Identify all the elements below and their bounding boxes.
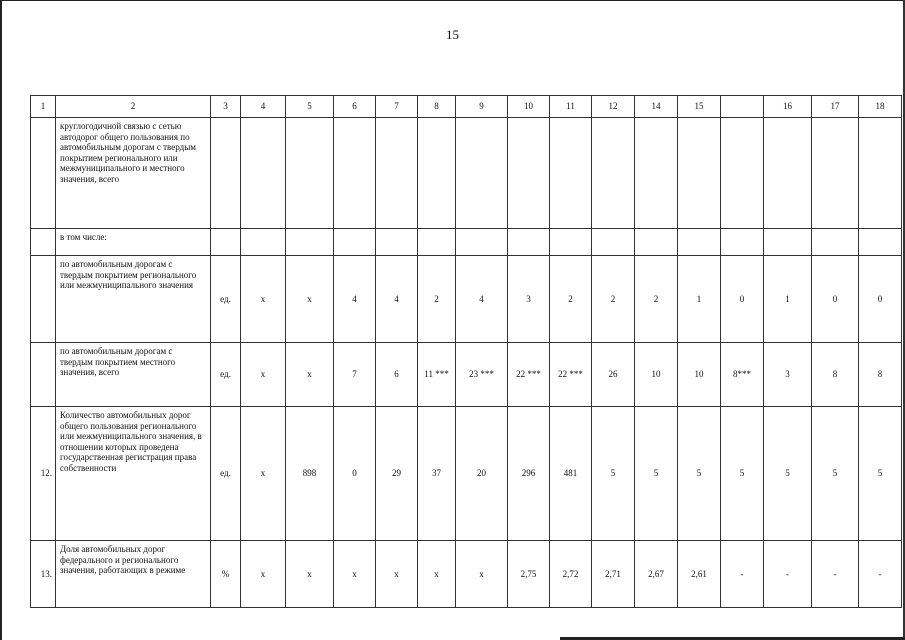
row-number-cell xyxy=(31,229,56,256)
header-cell: 7 xyxy=(376,96,418,118)
value-cell xyxy=(418,229,456,256)
value-cell: 8 xyxy=(812,343,859,407)
row-number-cell xyxy=(31,256,56,343)
value-cell: х xyxy=(286,541,334,608)
header-cell: 15 xyxy=(678,96,721,118)
header-cell: 12 xyxy=(592,96,635,118)
value-cell xyxy=(508,118,550,229)
header-cell: 3 xyxy=(211,96,241,118)
value-cell: 2,61 xyxy=(678,541,721,608)
scan-edge-top xyxy=(0,0,905,1)
row-number-cell xyxy=(31,118,56,229)
value-cell: х xyxy=(241,343,286,407)
value-cell: 0 xyxy=(812,256,859,343)
value-cell: х xyxy=(418,541,456,608)
page-number: 15 xyxy=(446,27,459,42)
value-cell: х xyxy=(376,541,418,608)
value-cell: 10 xyxy=(635,343,678,407)
value-cell: 2,71 xyxy=(592,541,635,608)
header-cell: 10 xyxy=(508,96,550,118)
value-cell: 5 xyxy=(764,407,812,541)
value-cell: 2,67 xyxy=(635,541,678,608)
indicator-name-cell: круглогодичной связью с сетью автодорог общего пользования по автомобильным дорогам с твердым покрытием регионального или межмуниципального и местного значения, всего xyxy=(56,118,211,229)
value-cell: 1 xyxy=(678,256,721,343)
value-cell: 481 xyxy=(550,407,592,541)
value-cell: 22 *** xyxy=(550,343,592,407)
value-cell: 6 xyxy=(376,343,418,407)
value-cell: 7 xyxy=(334,343,376,407)
value-cell: 296 xyxy=(508,407,550,541)
value-cell xyxy=(859,229,902,256)
value-cell: - xyxy=(721,541,764,608)
value-cell: 4 xyxy=(334,256,376,343)
value-cell: 2,75 xyxy=(508,541,550,608)
value-cell: 23 *** xyxy=(456,343,508,407)
unit-cell xyxy=(211,229,241,256)
indicator-name-cell: Доля автомобильных дорог федерального и регионального значения, работающих в режиме xyxy=(56,541,211,608)
table-header-row xyxy=(31,96,902,118)
value-cell: 2 xyxy=(418,256,456,343)
value-cell: 3 xyxy=(764,343,812,407)
value-cell: 37 xyxy=(418,407,456,541)
value-cell: - xyxy=(764,541,812,608)
value-cell xyxy=(592,229,635,256)
value-cell xyxy=(678,229,721,256)
table-row xyxy=(31,256,902,343)
value-cell: х xyxy=(241,407,286,541)
value-cell: - xyxy=(859,541,902,608)
value-cell xyxy=(592,118,635,229)
value-cell xyxy=(721,229,764,256)
value-cell xyxy=(859,118,902,229)
row-number-cell: 13. xyxy=(31,541,56,608)
header-cell: 18 xyxy=(859,96,902,118)
header-cell xyxy=(721,96,764,118)
value-cell: 1 xyxy=(764,256,812,343)
unit-cell xyxy=(211,118,241,229)
value-cell xyxy=(334,118,376,229)
value-cell: 2,72 xyxy=(550,541,592,608)
value-cell xyxy=(241,229,286,256)
row-number-cell: 12. xyxy=(31,407,56,541)
scan-edge-left xyxy=(0,0,2,640)
value-cell: 29 xyxy=(376,407,418,541)
value-cell: 8 xyxy=(859,343,902,407)
value-cell: 5 xyxy=(592,407,635,541)
value-cell xyxy=(418,118,456,229)
value-cell xyxy=(550,118,592,229)
value-cell: 5 xyxy=(812,407,859,541)
value-cell: 5 xyxy=(678,407,721,541)
value-cell xyxy=(508,229,550,256)
value-cell: 26 xyxy=(592,343,635,407)
value-cell xyxy=(635,118,678,229)
value-cell xyxy=(456,118,508,229)
value-cell: 3 xyxy=(508,256,550,343)
header-cell: 1 xyxy=(31,96,56,118)
value-cell: 0 xyxy=(859,256,902,343)
value-cell: 5 xyxy=(859,407,902,541)
value-cell: 20 xyxy=(456,407,508,541)
value-cell xyxy=(286,118,334,229)
value-cell: 8*** xyxy=(721,343,764,407)
value-cell xyxy=(764,118,812,229)
unit-cell: ед. xyxy=(211,407,241,541)
indicators-table xyxy=(30,95,902,608)
indicator-name-cell: в том числе: xyxy=(56,229,211,256)
value-cell: 10 xyxy=(678,343,721,407)
header-cell: 9 xyxy=(456,96,508,118)
value-cell xyxy=(376,229,418,256)
indicator-name-cell: по автомобильным дорогам с твердым покрытием местного значения, всего xyxy=(56,343,211,407)
value-cell: 5 xyxy=(721,407,764,541)
value-cell xyxy=(376,118,418,229)
value-cell: 2 xyxy=(635,256,678,343)
value-cell: 4 xyxy=(376,256,418,343)
value-cell: 22 *** xyxy=(508,343,550,407)
value-cell: х xyxy=(241,256,286,343)
value-cell: 5 xyxy=(635,407,678,541)
unit-cell: ед. xyxy=(211,256,241,343)
value-cell: х xyxy=(334,541,376,608)
unit-cell: % xyxy=(211,541,241,608)
row-number-cell xyxy=(31,343,56,407)
header-cell: 16 xyxy=(764,96,812,118)
value-cell: 2 xyxy=(550,256,592,343)
value-cell xyxy=(334,229,376,256)
header-cell: 6 xyxy=(334,96,376,118)
value-cell: 898 xyxy=(286,407,334,541)
value-cell xyxy=(764,229,812,256)
value-cell: 0 xyxy=(334,407,376,541)
value-cell xyxy=(456,229,508,256)
value-cell: 4 xyxy=(456,256,508,343)
header-cell: 5 xyxy=(286,96,334,118)
header-cell: 17 xyxy=(812,96,859,118)
table-row xyxy=(31,541,902,608)
table-row xyxy=(31,407,902,541)
unit-cell: ед. xyxy=(211,343,241,407)
value-cell xyxy=(721,118,764,229)
indicator-name-cell: Количество автомобильных дорог общего пользования регионального или межмуниципального значения, в отношении которых проведена государственная регистрация права собственности xyxy=(56,407,211,541)
value-cell: 11 *** xyxy=(418,343,456,407)
value-cell: 2 xyxy=(592,256,635,343)
value-cell: х xyxy=(286,256,334,343)
value-cell xyxy=(286,229,334,256)
value-cell: х xyxy=(286,343,334,407)
value-cell: - xyxy=(812,541,859,608)
indicator-name-cell: по автомобильным дорогам с твердым покрытием регионального или межмуниципального значения xyxy=(56,256,211,343)
value-cell xyxy=(241,118,286,229)
header-cell: 11 xyxy=(550,96,592,118)
value-cell: х xyxy=(241,541,286,608)
header-cell: 14 xyxy=(635,96,678,118)
value-cell xyxy=(635,229,678,256)
header-cell: 2 xyxy=(56,96,211,118)
value-cell xyxy=(812,229,859,256)
value-cell xyxy=(550,229,592,256)
value-cell xyxy=(678,118,721,229)
value-cell: х xyxy=(456,541,508,608)
header-cell: 8 xyxy=(418,96,456,118)
value-cell: 0 xyxy=(721,256,764,343)
value-cell xyxy=(812,118,859,229)
header-cell: 4 xyxy=(241,96,286,118)
table-row xyxy=(31,118,902,229)
table-row xyxy=(31,343,902,407)
table-row xyxy=(31,229,902,256)
